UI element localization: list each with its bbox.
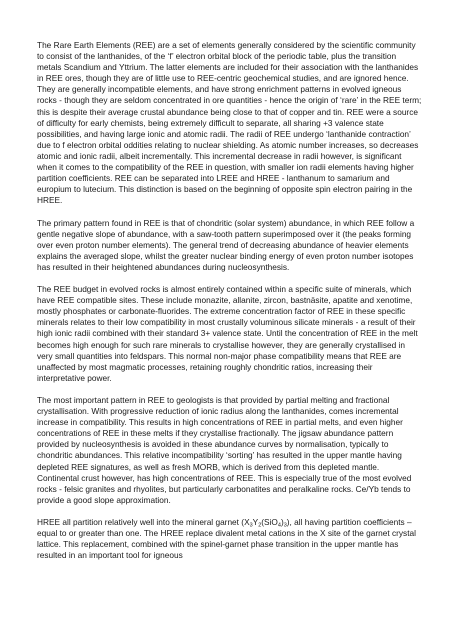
- paragraph-ree-budget: The REE budget in evolved rocks is almost entirely contained within a specific suite of minerals, which have REE compatible sites. These include monazite, allanite, zircon, bastnäsite, apatite and xenotime, mostly phosphates or carbonate-fluorides. The extreme concentration factor of REE in these specific minerals relates to their low compatibility in most crustally voluminous silicate minerals - a result of their high ionic radii combined with their standard 3+ valence state. Until the concentration of REE in the melt becomes high enough for such rare minerals to crystallise however, they are generally crystallised in very small quantities into feldspars. This normal non-major phase compatibility means that REE are unaffected by most magmatic processes, retaining roughly chondritic ratios, increasing their interpretative power.: [37, 284, 418, 383]
- paragraph-chondritic-abundance: The primary pattern found in REE is that of chondritic (solar system) abundance, in which REE follow a gentle negative slope of abundance, with a saw-tooth pattern superimposed over it (the peaks forming over even proton number elements). The general trend of decreasing abundance of heavier elements explains the averaged slope, whilst the greater nuclear binding energy of even proton number isotopes has resulted in their heightened abundances during nucleosynthesis.: [37, 217, 415, 272]
- paragraph-ree-definition: The Rare Earth Elements (REE) are a set of elements generally considered by the scientific community to consist of the lanthanides, of the ‘f’ electron orbital block of the periodic table, plus the transition metals Scandium and Yttrium. The latter elements are included for their association with the lanthanides in REE ores, though they are of little use to REE-centric geochemical studies, and are ignored hence. They are generally incompatible elements, and have strong enrichment patterns in evolved igneous rocks - though they are seldom concentrated in ore quantities - hence the origin of ‘rare’ in the REE term; this is despite their average crustal abundance being close to that of copper and tin. REE were a source of difficulty for early chemists, being extremely difficult to separate, all sharing +3 valence state possibilities, and having large ionic and atomic radii. The radii of REE undergo ‘lanthanide contraction’ due to f electron orbital oddities relating to nuclear shielding. As atomic number increases, so decreases atomic and ionic radii, albeit incrementally. This incremental decrease in radii however, is significant when it comes to the compatibility of the REE in question, with smaller ion radii elements having higher partition coefficients. REE can be separated into LREE and HREE - lanthanum to samarium and europium to lutecium. This distinction is based on the beginning of opposite spin electron pairing in the HREE.: [37, 40, 422, 206]
- garnet-text-after: ), all having partition coefficients – equal to or greater than one. The HREE replace divalent metal cations in the X site of the garnet crystal lattice. This replacement, combined with the spinel-garnet phase transition in the upper mantle has resulted in an important tool for igneous: [37, 517, 416, 561]
- paragraph-garnet-partitioning: [37, 517, 422, 561]
- paragraph-partial-melting: The most important pattern in REE to geologists is that provided by partial melting and fractional crystallisation. With progressive reduction of ionic radius along the lanthanides, comes incremental increase in compatibility. This results in high concentrations of REE in partial melts, and even higher concentrations of REE in these melts if they crystallise fractionally. The jigsaw abundance pattern provided by nucleosynthesis is avoided in these abundance curves by normalisation, typically to chondritic abundances. This relative incompatibility ‘sorting’ has resulted in the upper mantle having depleted REE signatures, as well as fresh MORB, which is derived from this depleted mantle. Continental crust however, has high concentrations of REE. This is especially true of the most evolved rocks - felsic granites and rhyolites, but particularly carbonatites and peralkaline rocks. Ce/Yb tends to provide a good slope approximation.: [37, 395, 412, 505]
- garnet-text-before: HREE all partition relatively well into the mineral garnet (: [37, 517, 245, 528]
- garnet-formula: $X_3Y_2(SiO_4)_3$: [244, 517, 287, 529]
- document-body: [37, 40, 422, 561]
